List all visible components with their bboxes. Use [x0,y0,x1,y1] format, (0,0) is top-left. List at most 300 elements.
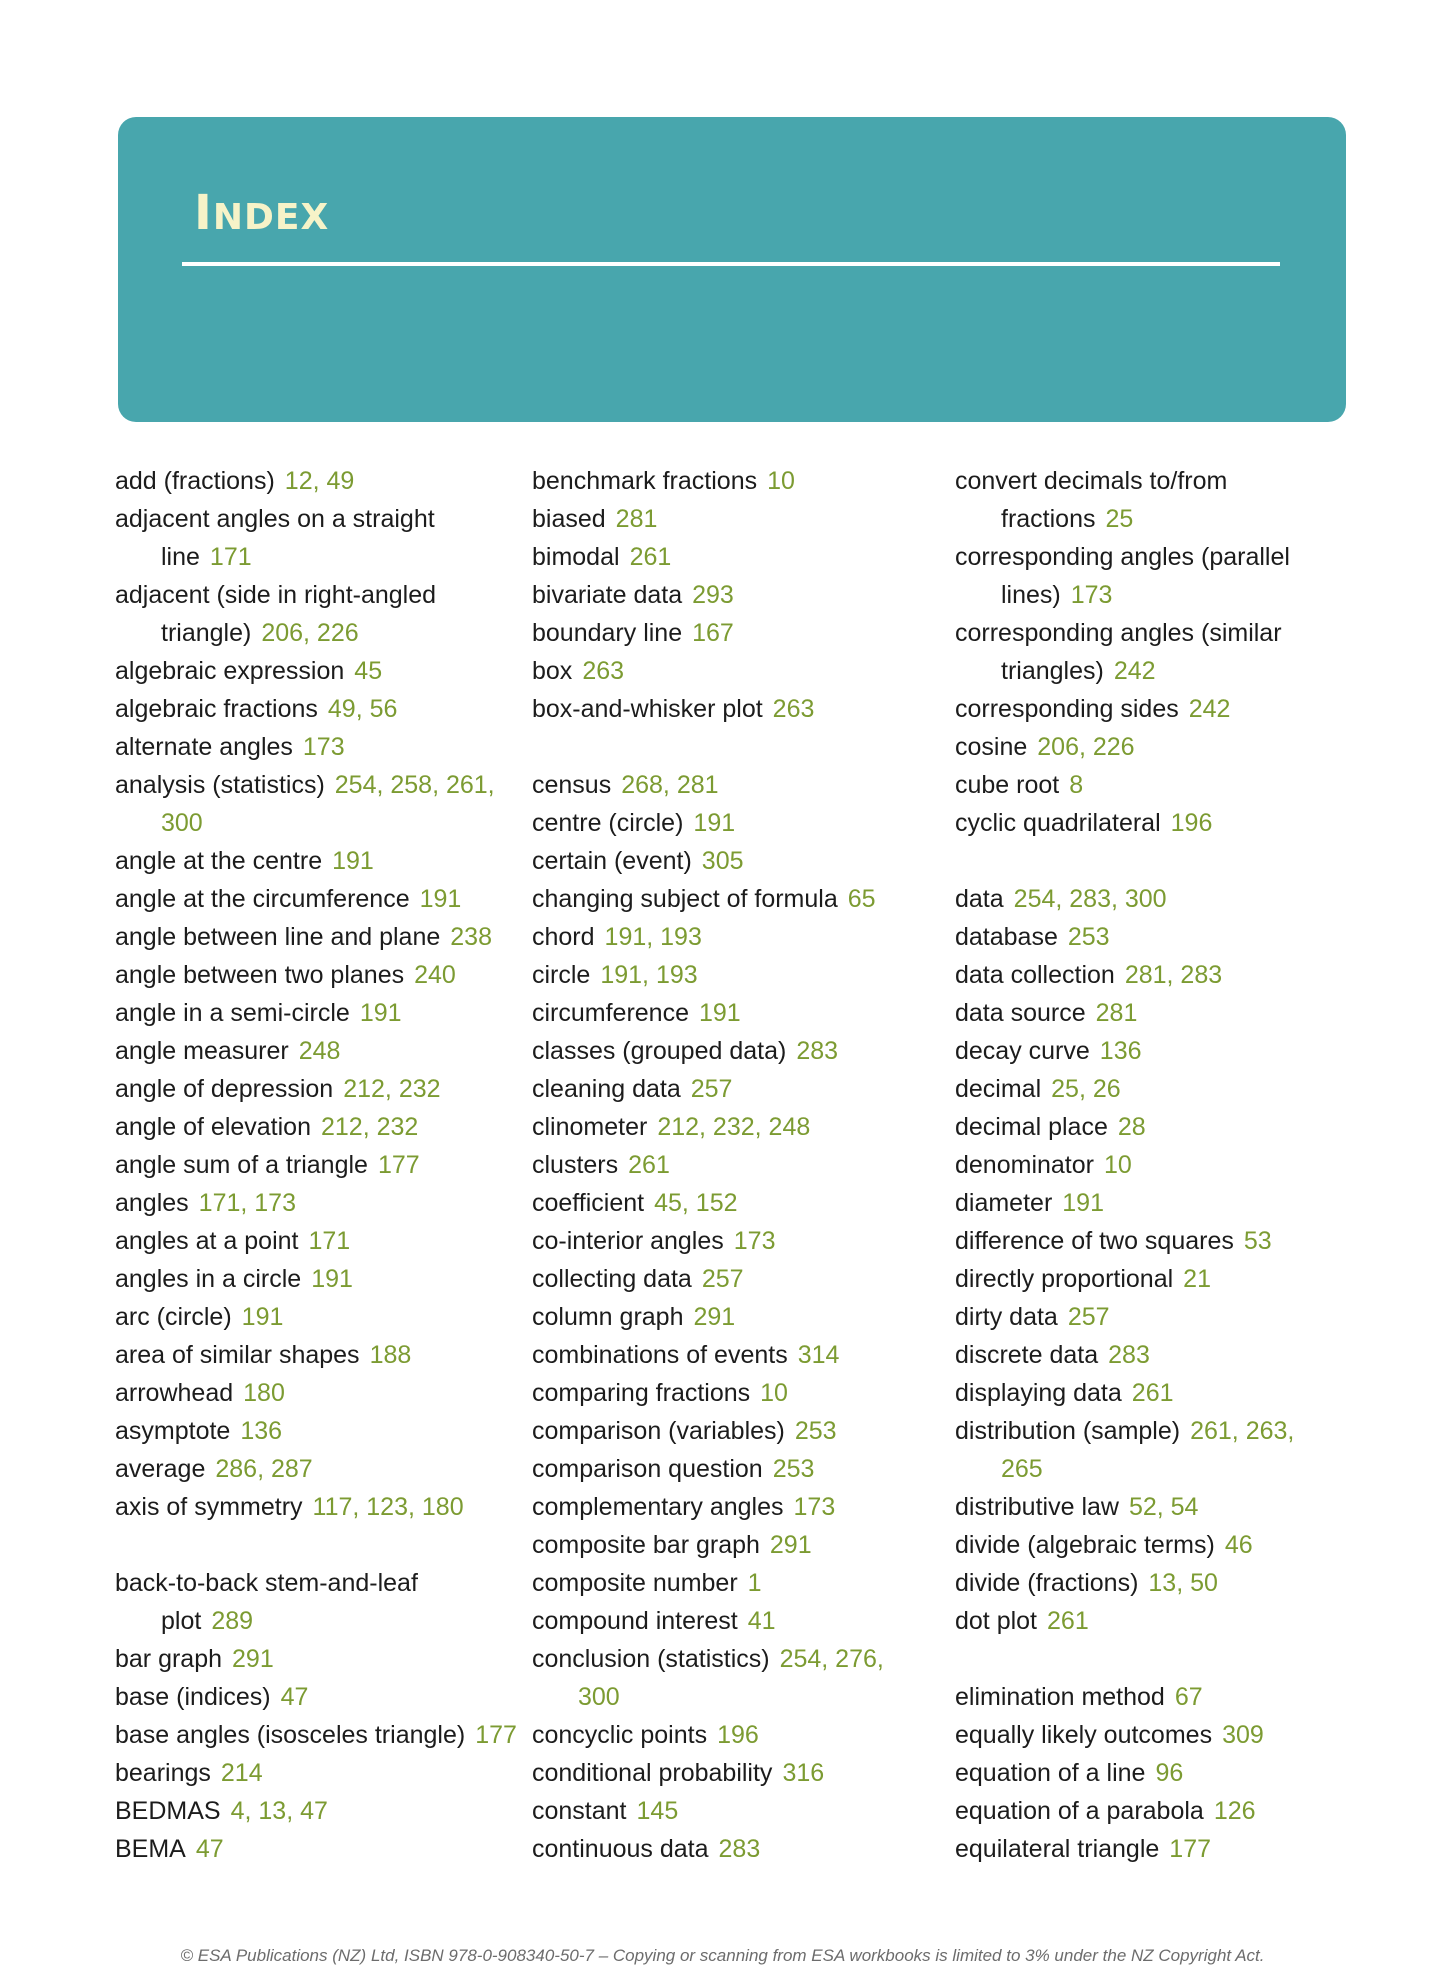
index-column-1 [115,462,525,1868]
index-term: arc (circle) [115,1303,232,1331]
index-entry [532,1640,942,1716]
index-term: angle measurer [115,1037,289,1065]
index-entry-continuation [115,614,525,652]
index-entry [955,1222,1365,1260]
index-term: composite number [532,1569,738,1597]
index-term: database [955,923,1058,951]
index-term: adjacent angles on a straight [115,505,435,533]
index-term: centre (circle) [532,809,684,837]
index-page-numbers-continuation: 265 [1001,1455,1043,1483]
index-term: corresponding sides [955,695,1179,723]
index-term: comparison question [532,1455,763,1483]
page-title-rest: NDEX [212,197,330,238]
index-term: coefficient [532,1189,645,1217]
index-entry [532,1830,942,1868]
index-entry [115,1374,525,1412]
index-term: denominator [955,1151,1094,1179]
index-entry [115,652,525,690]
index-term: equilateral triangle [955,1835,1160,1863]
index-term: algebraic fractions [115,695,318,723]
index-entry [532,804,942,842]
index-page-numbers: 177 [475,1721,517,1749]
index-term: classes (grouped data) [532,1037,787,1065]
index-entry [955,956,1365,994]
index-term: distributive law [955,1493,1119,1521]
index-term: concyclic points [532,1721,708,1749]
index-page-numbers: 283 [796,1037,839,1065]
index-entry [115,918,525,956]
index-page-numbers: 96 [1155,1759,1184,1787]
index-entry [532,462,942,500]
index-page-numbers: 10 [1103,1151,1132,1179]
index-term-continuation: line [161,543,200,571]
index-entry [955,1412,1365,1488]
index-entry [955,1032,1365,1070]
index-entry [115,1298,525,1336]
index-entry [955,1792,1365,1830]
index-entry [115,500,525,576]
index-entry-continuation [955,576,1365,614]
index-page-numbers: 45, 152 [654,1189,738,1217]
index-page-numbers: 191 [241,1303,284,1331]
index-entry [955,994,1365,1032]
index-entry [955,804,1365,842]
index-page-numbers: 289 [211,1607,254,1635]
index-entry [115,576,525,652]
index-term: boundary line [532,619,683,647]
index-term: angle at the circumference [115,885,410,913]
index-page-numbers: 293 [692,581,734,609]
index-page-numbers: 191 [359,999,402,1027]
index-term: cosine [955,733,1028,761]
index-term: benchmark fractions [532,467,758,495]
index-entry [115,1640,525,1678]
title-underline [182,262,1280,266]
index-page-numbers: 240 [414,961,456,989]
index-page-numbers: 191 [693,809,736,837]
index-entry [955,1754,1365,1792]
index-entry [532,1222,942,1260]
index-term: dot plot [955,1607,1038,1635]
index-term: alternate angles [115,733,293,761]
index-entry [532,1754,942,1792]
index-page-numbers-continuation: 300 [161,809,203,837]
index-page-numbers: 281 [1095,999,1138,1027]
copyright-footer: © ESA Publications (NZ) Ltd, ISBN 978-0-908340-50-7 – Copying or scanning from ESA workbooks is limited to 3% under the NZ Copyright Act. [180,1946,1265,1965]
index-term: adjacent (side in right-angled [115,581,437,609]
index-page-numbers: 173 [793,1493,836,1521]
index-entry [115,1336,525,1374]
index-entry [115,1450,525,1488]
index-entry [532,994,942,1032]
index-entry [115,1222,525,1260]
page-title-initial: I [194,185,213,241]
index-term: cube root [955,771,1060,799]
index-entry [955,918,1365,956]
index-term: add (fractions) [115,467,275,495]
index-page-numbers: 253 [794,1417,837,1445]
index-page-numbers-continuation: 300 [578,1683,620,1711]
index-entry [532,918,942,956]
index-term: angle of depression [115,1075,334,1103]
index-term: equally likely outcomes [955,1721,1213,1749]
index-entry [955,1830,1365,1868]
index-page-numbers: 314 [797,1341,840,1369]
index-entry [532,1602,942,1640]
index-entry [532,1792,942,1830]
index-entry [955,1070,1365,1108]
index-page-numbers: 4, 13, 47 [230,1797,328,1825]
index-page-numbers: 254, 276, [779,1645,884,1673]
index-section-gap [532,728,942,766]
index-term: equation of a parabola [955,1797,1204,1825]
index-term: back-to-back stem-and-leaf [115,1569,418,1597]
index-page-numbers: 47 [280,1683,309,1711]
index-term: composite bar graph [532,1531,760,1559]
index-term: corresponding angles (similar [955,619,1282,647]
index-entry [115,1792,525,1830]
index-term-continuation: lines) [1001,581,1061,609]
index-entry [955,1108,1365,1146]
index-page-numbers: 261 [1131,1379,1174,1407]
index-page-numbers: 53 [1243,1227,1272,1255]
index-page-numbers: 286, 287 [215,1455,313,1483]
index-page-numbers: 212, 232 [343,1075,441,1103]
index-entry [532,1032,942,1070]
index-entry [955,728,1365,766]
index-entry [955,538,1365,614]
index-page-numbers: 180 [243,1379,285,1407]
index-page-numbers: 257 [690,1075,733,1103]
index-term: base angles (isosceles triangle) [115,1721,466,1749]
index-term-continuation: fractions [1001,505,1096,533]
index-entry [115,462,525,500]
page-title [194,185,330,241]
index-page-numbers: 206, 226 [261,619,359,647]
index-page-numbers: 291 [769,1531,812,1559]
index-entry [955,880,1365,918]
index-term: corresponding angles (parallel [955,543,1290,571]
index-term: angle sum of a triangle [115,1151,368,1179]
index-term: bearings [115,1759,211,1787]
index-page-numbers: 52, 54 [1128,1493,1199,1521]
index-entry [955,1488,1365,1526]
index-term: algebraic expression [115,657,345,685]
index-page-numbers: 291 [693,1303,736,1331]
index-entry [532,1526,942,1564]
index-term: box-and-whisker plot [532,695,763,723]
index-term: certain (event) [532,847,692,875]
index-page-numbers: 261 [1047,1607,1089,1635]
index-term-continuation: plot [161,1607,202,1635]
index-page-numbers: 191, 193 [604,923,702,951]
index-entry [955,1526,1365,1564]
index-column-3 [955,462,1365,1868]
index-entry [115,1830,525,1868]
index-page-numbers: 10 [767,467,795,495]
index-entry [955,1336,1365,1374]
index-entry [955,1716,1365,1754]
index-page-numbers: 25 [1105,505,1134,533]
index-page-numbers: 191 [332,847,374,875]
index-term: divide (algebraic terms) [955,1531,1215,1559]
index-entry [532,1374,942,1412]
index-page-numbers: 196 [1170,809,1213,837]
index-entry [532,1716,942,1754]
index-term: census [532,771,612,799]
index-term: angle of elevation [115,1113,311,1141]
index-term: clinometer [532,1113,648,1141]
index-page-numbers: 117, 123, 180 [312,1493,464,1521]
index-entry [532,1564,942,1602]
index-page-numbers: 253 [772,1455,815,1483]
index-term: asymptote [115,1417,231,1445]
index-entry [955,766,1365,804]
index-page-numbers: 41 [747,1607,776,1635]
index-entry [532,1146,942,1184]
index-term: angle between two planes [115,961,405,989]
index-entry [955,1564,1365,1602]
index-page-numbers: 191 [311,1265,353,1293]
index-entry [115,1108,525,1146]
index-term: cleaning data [532,1075,681,1103]
index-section-gap [115,1526,525,1564]
index-entry [115,956,525,994]
index-page-numbers: 268, 281 [621,771,719,799]
index-term: data source [955,999,1086,1027]
index-page-numbers: 171 [308,1227,351,1255]
index-entry [955,1184,1365,1222]
index-entry-continuation [955,652,1365,690]
index-term: directly proportional [955,1265,1174,1293]
index-entry [115,1070,525,1108]
index-page-numbers: 126 [1213,1797,1256,1825]
index-page-numbers: 67 [1174,1683,1203,1711]
index-page-numbers: 177 [377,1151,420,1179]
index-term: arrowhead [115,1379,234,1407]
index-term: angle at the centre [115,847,323,875]
index-entry [115,842,525,880]
index-term: data [955,885,1004,913]
index-column-2 [532,462,942,1868]
index-entry [955,1260,1365,1298]
index-section-gap [955,842,1365,880]
index-entry-continuation [955,500,1365,538]
index-page-numbers: 173 [733,1227,776,1255]
index-term: complementary angles [532,1493,784,1521]
index-page-numbers: 21 [1183,1265,1211,1293]
index-term: combinations of events [532,1341,788,1369]
index-term: bimodal [532,543,620,571]
index-page-numbers: 281 [615,505,658,533]
index-term: convert decimals to/from [955,467,1228,495]
index-term: compound interest [532,1607,738,1635]
index-page-numbers: 177 [1169,1835,1212,1863]
index-page-numbers: 305 [701,847,744,875]
index-page-numbers: 171, 173 [198,1189,296,1217]
index-entry-continuation [115,538,525,576]
index-entry [955,1374,1365,1412]
index-page-numbers: 28 [1117,1113,1146,1141]
index-page-numbers: 254, 283, 300 [1013,885,1167,913]
index-term: diameter [955,1189,1053,1217]
index-term: changing subject of formula [532,885,838,913]
index-page-numbers: 49, 56 [327,695,398,723]
index-entry [532,500,942,538]
index-header-banner [118,117,1346,422]
index-term: base (indices) [115,1683,271,1711]
index-entry [532,652,942,690]
index-page-numbers: 45 [354,657,383,685]
index-term: chord [532,923,595,951]
index-term: bivariate data [532,581,683,609]
index-entry [532,690,942,728]
index-page-numbers: 206, 226 [1037,733,1135,761]
index-page-numbers: 136 [240,1417,283,1445]
index-term: conclusion (statistics) [532,1645,770,1673]
index-page-numbers: 47 [195,1835,224,1863]
index-entry [532,880,942,918]
index-page-numbers: 212, 232, 248 [657,1113,811,1141]
index-term: divide (fractions) [955,1569,1139,1597]
index-term: dirty data [955,1303,1058,1331]
index-entry [115,1716,525,1754]
index-entry [955,1678,1365,1716]
index-entry [115,1488,525,1526]
index-term: constant [532,1797,627,1825]
index-entry [955,1298,1365,1336]
index-entry [955,1602,1365,1640]
index-page-numbers: 261 [628,1151,670,1179]
index-entry [115,994,525,1032]
index-entry [115,1260,525,1298]
index-term-continuation: triangles) [1001,657,1104,685]
index-entry-continuation [115,1602,525,1640]
index-entry [532,1412,942,1450]
index-page-numbers: 214 [220,1759,263,1787]
index-page-numbers: 263 [582,657,625,685]
index-section-gap [955,1640,1365,1678]
index-entry [115,880,525,918]
index-entry [532,538,942,576]
index-term-continuation: triangle) [161,619,252,647]
index-entry [532,1260,942,1298]
index-entry [532,842,942,880]
index-page-numbers: 196 [717,1721,759,1749]
index-page-numbers: 242 [1113,657,1156,685]
index-term: axis of symmetry [115,1493,303,1521]
index-entry [532,1298,942,1336]
index-term: angle between line and plane [115,923,441,951]
index-entry [115,766,525,842]
index-page-numbers: 254, 258, 261, [334,771,495,799]
index-page-numbers: 261, 263, [1190,1417,1295,1445]
index-term: comparison (variables) [532,1417,785,1445]
index-page-numbers: 25, 26 [1051,1075,1121,1103]
index-term: conditional probability [532,1759,773,1787]
index-term: data collection [955,961,1115,989]
index-page-numbers: 248 [298,1037,341,1065]
index-term: continuous data [532,1835,709,1863]
index-page-numbers: 1 [747,1569,762,1597]
index-page-numbers: 291 [232,1645,274,1673]
index-term: circle [532,961,591,989]
index-entry [115,1184,525,1222]
index-entry [532,766,942,804]
index-entry [115,1032,525,1070]
index-page-numbers: 171 [209,543,252,571]
index-page-numbers: 257 [701,1265,744,1293]
index-term: elimination method [955,1683,1165,1711]
index-page-numbers: 281, 283 [1124,961,1223,989]
index-term: angles at a point [115,1227,299,1255]
index-term: area of similar shapes [115,1341,360,1369]
index-entry [955,690,1365,728]
index-page-numbers: 283 [1108,1341,1150,1369]
index-term: angles in a circle [115,1265,302,1293]
index-entry [115,1754,525,1792]
index-page-numbers: 8 [1069,771,1084,799]
index-term: angles [115,1189,189,1217]
index-entry [532,1336,942,1374]
index-page-numbers: 136 [1099,1037,1142,1065]
index-entry [115,1678,525,1716]
index-entry [955,1146,1365,1184]
index-term: decay curve [955,1037,1090,1065]
index-entry [955,462,1365,538]
index-page-numbers: 145 [636,1797,679,1825]
index-entry [532,1184,942,1222]
index-term: displaying data [955,1379,1122,1407]
index-term: decimal [955,1075,1042,1103]
index-page-numbers: 283 [718,1835,761,1863]
index-term: circumference [532,999,689,1027]
index-entry [532,614,942,652]
index-page-numbers: 253 [1067,923,1110,951]
index-page-numbers: 191, 193 [600,961,698,989]
index-term: box [532,657,573,685]
index-page-numbers: 191 [699,999,741,1027]
index-entry [532,1488,942,1526]
index-page-numbers: 173 [302,733,345,761]
index-term: collecting data [532,1265,692,1293]
index-page-numbers: 188 [369,1341,412,1369]
index-page-numbers: 257 [1067,1303,1110,1331]
index-page-numbers: 212, 232 [320,1113,419,1141]
index-entry [955,614,1365,690]
index-entry [115,1564,525,1640]
index-page-numbers: 65 [847,885,876,913]
index-term: difference of two squares [955,1227,1234,1255]
index-term: column graph [532,1303,684,1331]
index-term: distribution (sample) [955,1417,1181,1445]
index-page-numbers: 46 [1224,1531,1253,1559]
index-entry [115,690,525,728]
index-page-numbers: 316 [782,1759,825,1787]
index-term: co-interior angles [532,1227,724,1255]
index-page-numbers: 191 [419,885,462,913]
index-entry [532,1450,942,1488]
index-page-numbers: 173 [1070,581,1113,609]
index-page-numbers: 12, 49 [284,467,355,495]
index-page-numbers: 167 [692,619,734,647]
index-term: analysis (statistics) [115,771,325,799]
index-entry [532,956,942,994]
index-page-numbers: 261 [629,543,672,571]
index-entry [532,1070,942,1108]
index-term: discrete data [955,1341,1099,1369]
index-term: average [115,1455,206,1483]
